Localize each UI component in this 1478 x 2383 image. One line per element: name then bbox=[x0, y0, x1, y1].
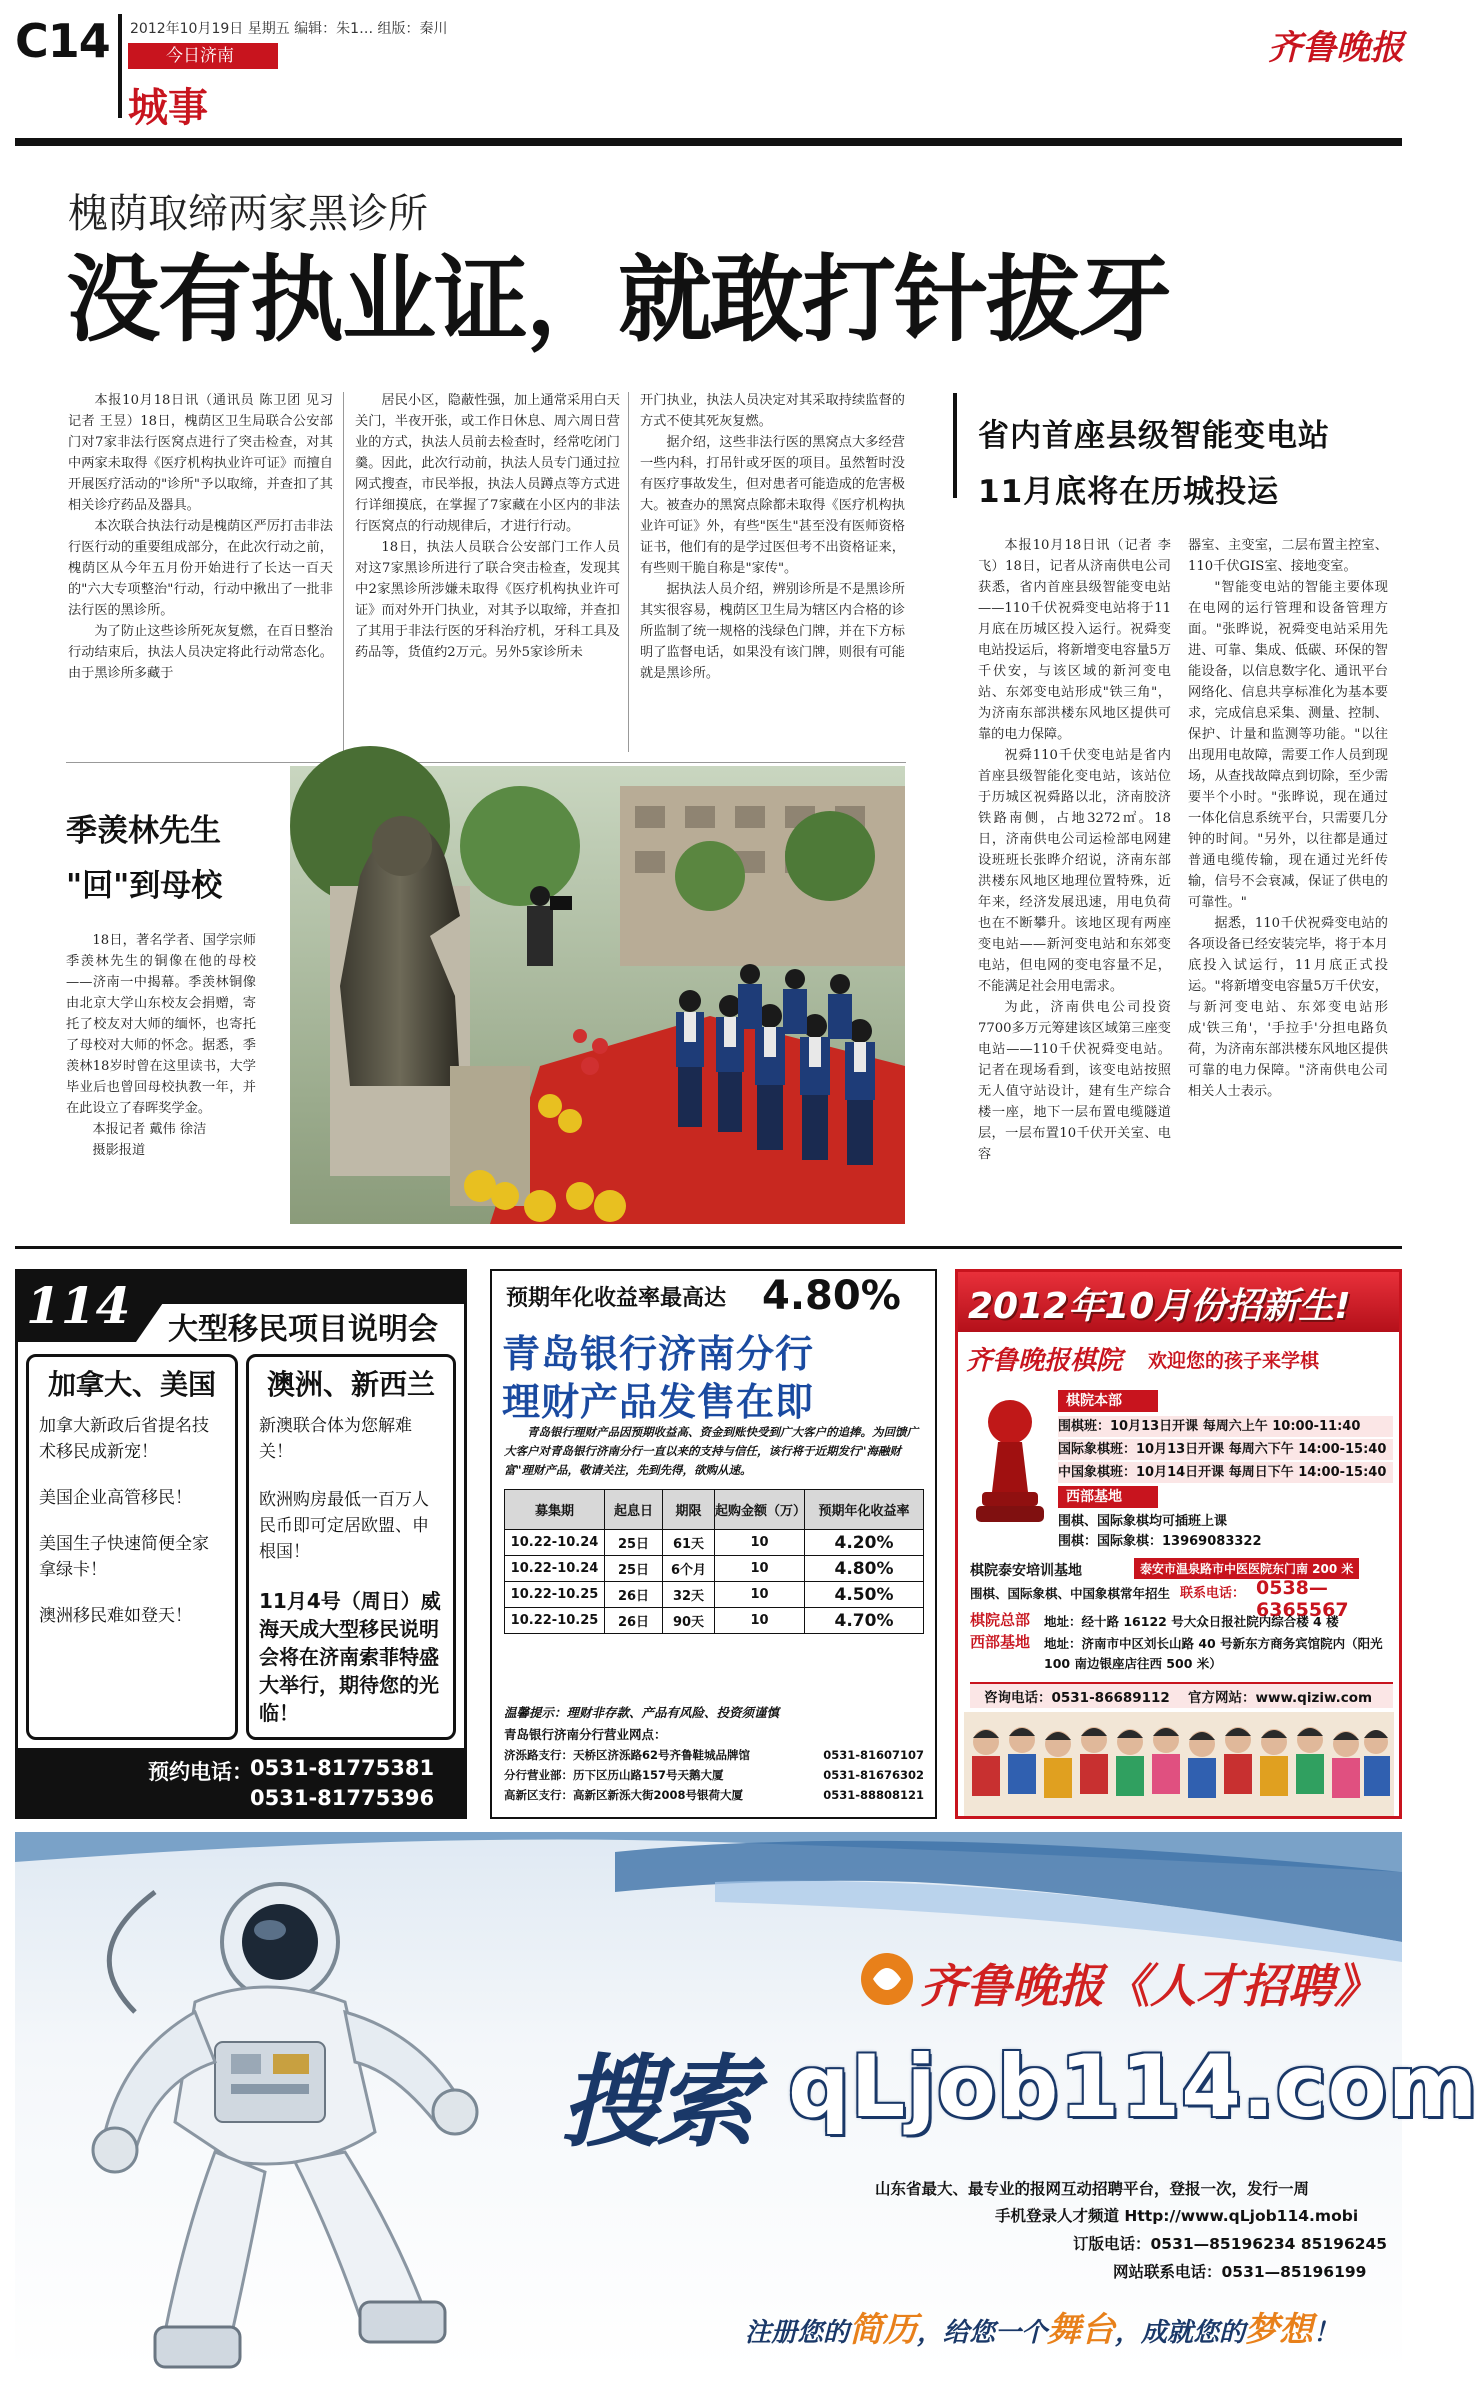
table-header: 期限 bbox=[663, 1490, 715, 1530]
section-tag: 今日济南 bbox=[128, 43, 278, 69]
branch-phone[interactable]: 0531-81607107 bbox=[823, 1748, 924, 1762]
table-cell: 10.22-10.24 bbox=[505, 1556, 605, 1582]
banner-tagline: 山东省最大、最专业的报网互动招聘平台，登报一次，发行一周 bbox=[875, 2180, 1310, 2198]
table-cell: 10 bbox=[715, 1556, 805, 1582]
yield-value: 4.80% bbox=[762, 1273, 901, 1319]
table-header: 募集期 bbox=[505, 1490, 605, 1530]
chess-taian-phone-label: 联系电话： bbox=[1180, 1586, 1246, 1601]
table-cell: 6个月 bbox=[663, 1556, 715, 1582]
header-rule bbox=[15, 138, 1402, 146]
ad-phone-label: 预约电话： bbox=[148, 1760, 253, 1784]
branch-phone[interactable]: 0531-81676302 bbox=[823, 1768, 924, 1782]
paragraph: 器室、主变室，二层布置主控室、110千伏GIS室、接地变室。 bbox=[1188, 538, 1388, 574]
substation-headline-1: 省内首座县级智能变电站 bbox=[978, 418, 1330, 454]
table-header: 预期年化收益率 bbox=[805, 1490, 924, 1530]
table-row bbox=[505, 1582, 924, 1608]
table-cell: 61天 bbox=[663, 1530, 715, 1556]
slogan-part: ！ bbox=[1313, 2318, 1340, 2348]
table-row bbox=[505, 1556, 924, 1582]
list-item bbox=[504, 1765, 924, 1785]
chess-taian-label: 棋院泰安培训基地 bbox=[970, 1563, 1082, 1579]
ad-left-item: 澳洲移民难如登天！ bbox=[39, 1606, 192, 1626]
paragraph: 本报10月18日讯（记者 李飞）18日，记者从济南供电公司获悉，省内首座县级智能变电站——110千伏祝舜变电站将于11月底在历城区投入运行。祝舜变电站投运后，将新增变电容量5万千伏安，与该区域的新河变电站、东郊变电站形成"铁三角"，为济南东部洪楼东风地区提供可靠的电力保障。 bbox=[978, 538, 1172, 742]
column-divider bbox=[628, 392, 629, 752]
chess-west-line-2: 围棋：国际象棋：13969083322 bbox=[1058, 1534, 1262, 1549]
table-cell: 4.20% bbox=[805, 1530, 924, 1556]
substation-title-bar bbox=[953, 393, 957, 498]
paragraph: 居民小区，隐蔽性强，加上通常采用白天关门，半夜开张，或工作日休息、周六周日营业的方式，执法人员前去检查时，经常吃闭门羹。因此，此次行动前，执法人员专门通过拉网式搜查，市民举报，执法人员蹲点等方式进行详细摸底，在掌握了7家藏在小区内的非法行医窝点的行动规律后，才进行行动。 bbox=[355, 393, 620, 534]
slogan-part: ，给您一个 bbox=[917, 2318, 1048, 2348]
issue-meta: 2012年10月19日 星期五 编辑：朱1… 组版：秦川 bbox=[130, 21, 448, 37]
chess-class-list bbox=[1058, 1416, 1393, 1483]
bank-ad[interactable] bbox=[490, 1269, 937, 1819]
ad-right-item: 欧洲购房最低一百万人民币即可定居欧盟、申根国！ bbox=[259, 1490, 429, 1562]
ad-left-item: 美国生子快速简便全家拿绿卡！ bbox=[39, 1534, 209, 1580]
banner-order-phone[interactable]: 订版电话：0531—85196234 85196245 bbox=[1073, 2235, 1388, 2253]
list-item bbox=[504, 1785, 924, 1805]
header-divider bbox=[118, 14, 122, 118]
bank-product-table bbox=[504, 1489, 924, 1634]
bank-branch-list bbox=[504, 1745, 924, 1805]
table-header: 起息日 bbox=[605, 1490, 663, 1530]
table-cell: 10 bbox=[715, 1530, 805, 1556]
table-row bbox=[505, 1608, 924, 1634]
substation-column-1 bbox=[978, 535, 1171, 1235]
list-item bbox=[504, 1745, 924, 1765]
paragraph: 18日，著名学者、国学宗师季羡林先生的铜像在他的母校——济南一中揭幕。季羡林铜像由北京大学山东校友会捐赠，寄托了校友对大师的缅怀，也寄托了母校对大师的怀念。据悉，季羡林18岁时曾在这里读书，大学毕业后也曾回母校执教一年，并在此设立了春晖奖学金。 bbox=[66, 933, 256, 1116]
branch-phone[interactable]: 0531-88808121 bbox=[823, 1788, 924, 1802]
chess-taian-address: 泰安市温泉路市中医医院东门南 200 米 bbox=[1134, 1558, 1359, 1579]
table-cell: 25日 bbox=[605, 1556, 663, 1582]
table-cell: 10.22-10.25 bbox=[505, 1582, 605, 1608]
banner-brand: 齐鲁晚报《人才招聘》 bbox=[920, 1959, 1380, 2013]
chess-ad-title: 2012年10月份招新生! bbox=[968, 1286, 1351, 1327]
photo-credit: 本报记者 戴伟 徐洁 bbox=[92, 1122, 207, 1137]
slogan-highlight: 简历 bbox=[849, 2310, 918, 2350]
table-cell: 90天 bbox=[663, 1608, 715, 1634]
table-cell: 4.70% bbox=[805, 1608, 924, 1634]
ad-phone-2[interactable]: 0531-81775396 bbox=[250, 1786, 435, 1810]
branch-address: 高新区支行：高新区新泺大街2008号银荷大厦 bbox=[504, 1788, 744, 1802]
bank-intro: 青岛银行理财产品因预期收益高、资金到账快受到广大客户的追捧。为回馈广大客户对青岛银行济南分行一直以来的支持与信任，该行将于近期发行"海融财富"理财产品，敬请关注，先到先得，欲购从速。 bbox=[504, 1425, 918, 1477]
chess-west-addr-label: 西部基地 bbox=[970, 1633, 1031, 1651]
chess-taian-phone[interactable]: 0538—6365567 bbox=[1256, 1577, 1349, 1621]
chess-ad-brand: 齐鲁晚报棋院 bbox=[966, 1346, 1123, 1376]
students-photo-strip bbox=[964, 1712, 1394, 1816]
section-divider bbox=[66, 762, 906, 763]
banner-slogan bbox=[745, 2302, 1339, 2351]
ad-title: 大型移民项目说明会 bbox=[168, 1312, 438, 1347]
paragraph: 开门执业，执法人员决定对其采取持续监督的方式不使其死灰复燃。 bbox=[640, 393, 905, 429]
paragraph: "智能变电站的智能主要体现在电网的运行管理和设备管理方面。"张晔说，祝舜变电站采用先进、可靠、集成、低碳、环保的智能设备，以信息数字化、通讯平台网络化、信息共享标准化为基本要求，完成信息采集、测量、控制、保护、计量和监测等功能。"以往出现用电故障，需要工作人员到现场，从查找故障点到切除，至少需要半个小时。"张晔说，现在通过一体化信息系统平台，只需要几分钟的时间。"另外，以往都是通过普通电缆传输，现在通过光纤传输，信号不会衰减，保证了供电的可靠性。" bbox=[1188, 580, 1388, 910]
bank-title-2: 理财产品发售在即 bbox=[502, 1380, 815, 1424]
table-cell: 10 bbox=[715, 1608, 805, 1634]
bank-risk-notice: 温馨提示：理财非存款、产品有风险、投资须谨慎 bbox=[504, 1705, 780, 1720]
chess-pawn-icon bbox=[970, 1392, 1050, 1532]
slogan-part: 注册您的 bbox=[745, 2318, 850, 2348]
photo-illustration bbox=[290, 766, 905, 1224]
slogan-highlight: 梦想 bbox=[1245, 2310, 1314, 2350]
ad-right-item: 新澳联合体为您解难关！ bbox=[259, 1416, 412, 1462]
paragraph: 18日，执法人员联合公安部门工作人员对这7家黑诊所进行了联合突击检查，发现其中2家黑诊所涉嫌未取得《医疗机构执业许可证》而对外开门执业，对其予以取缔，并查扣了其用于非法行医的牙科治疗机，牙科工具及药品等，货值约2万元。另外5家诊所未 bbox=[355, 540, 620, 660]
photo-credit: 摄影报道 bbox=[92, 1143, 146, 1158]
chess-west-label: 西部基地 bbox=[1058, 1486, 1158, 1508]
list-item: 围棋班：10月13日开课 每周六上午 10:00-11:40 bbox=[1058, 1416, 1393, 1437]
paragraph: 本次联合执法行动是槐荫区严厉打击非法行医行动的重要组成部分，在此次行动之前，槐荫区从今年五月份开始进行了长达一百天的"六大专项整治"行动，行动中揪出了一批非法行医的黑诊所。 bbox=[68, 519, 333, 618]
ad-left-heading: 加拿大、美国 bbox=[47, 1368, 216, 1401]
table-header: 起购金额（万） bbox=[715, 1490, 805, 1530]
substation-column-2 bbox=[1188, 535, 1388, 1235]
list-item: 国际象棋班：10月13日开课 每周六下午 14:00-15:40 bbox=[1058, 1439, 1393, 1460]
banner-mobile-site[interactable]: 手机登录人才频道 Http://www.qLjob114.mobi bbox=[995, 2207, 1359, 2225]
chess-ad-slogan: 欢迎您的孩子来学棋 bbox=[1148, 1350, 1320, 1372]
ad-right-item: 11月4号（周日）威海天成大型移民说明会将在济南索菲特盛大举行，期待您的光临！ bbox=[259, 1589, 441, 1725]
table-cell: 26日 bbox=[605, 1608, 663, 1634]
main-article-column-2 bbox=[355, 390, 620, 760]
chess-hq-label: 棋院本部 bbox=[1058, 1390, 1158, 1412]
chess-academy-ad[interactable] bbox=[955, 1269, 1402, 1819]
ad-left-item: 加拿大新政后省提名技术移民成新宠！ bbox=[39, 1416, 209, 1462]
ad-right-box bbox=[246, 1354, 456, 1740]
ad-phone-1[interactable]: 0531-81775381 bbox=[250, 1756, 435, 1780]
chess-hq-address: 地址：经十路 16122 号大众日报社院内综合楼 4 楼 bbox=[1044, 1614, 1339, 1629]
bank-title-1: 青岛银行济南分行 bbox=[502, 1332, 815, 1376]
yield-line: 预期年化收益率最高达 bbox=[506, 1286, 727, 1311]
bank-branches-title: 青岛银行济南分行营业网点： bbox=[504, 1727, 667, 1742]
statue-ceremony-photo bbox=[290, 766, 905, 1224]
column-divider bbox=[343, 392, 344, 752]
photo-story-title-2: "回"到母校 bbox=[66, 868, 223, 904]
table-cell: 32天 bbox=[663, 1582, 715, 1608]
ad-left-box bbox=[26, 1354, 238, 1740]
table-cell: 4.80% bbox=[805, 1556, 924, 1582]
photo-story-body bbox=[66, 930, 256, 1200]
table-cell: 4.50% bbox=[805, 1582, 924, 1608]
paragraph: 为此，济南供电公司投资7700多万元筹建该区域第三座变电站——110千伏祝舜变电站。记者在现场看到，该变电站按照无人值守站设计，建有生产综合楼一座，地下一层布置电缆隧道层，一层布置10千伏开关室、电容 bbox=[978, 1000, 1171, 1162]
newspaper-logo: 齐鲁晚报 bbox=[1268, 28, 1404, 68]
paragraph: 据悉，110千伏祝舜变电站的各项设备已经安装完毕，将于本月底投入试运行，11月底正式投运。"将新增变电容量5万千伏安，与新河变电站、东郊变电站形成'铁三角'，'手拉手'分担电路负荷，为济南东部洪楼东风地区提供可靠的电力保障。"济南供电公司相关人士表示。 bbox=[1188, 916, 1388, 1099]
ad-left-item: 美国企业高管移民！ bbox=[39, 1488, 192, 1508]
main-article-column-3 bbox=[640, 390, 905, 760]
paragraph: 本报10月18日讯（通讯员 陈卫团 见习记者 王昱）18日，槐荫区卫生局联合公安部门对7家非法行医窝点进行了突击检查，对其中两家未取得《医疗机构执业许可证》而擅自开展医疗活动的"诊所"予以取缔，并查扣了其相关诊疗药品及器具。 bbox=[68, 393, 333, 513]
main-article-column-1 bbox=[68, 390, 333, 760]
immigration-ad[interactable] bbox=[15, 1269, 467, 1819]
banner-url[interactable]: qLjob114.com bbox=[788, 2037, 1478, 2137]
ad-right-heading: 澳洲、新西兰 bbox=[266, 1368, 435, 1401]
chess-west-line-1: 围棋、国际象棋均可插班上课 bbox=[1058, 1514, 1228, 1529]
paragraph: 据介绍，这些非法行医的黑窝点大多经营一些内科，打吊针或牙医的项目。虽然暂时没有医疗事故发生，但对患者可能造成的危害极大。被查办的黑窝点除都未取得《医疗机构执业许可证》外，有些"医生"甚至没有医师资格证书，他们有的是学过医但考不出资格证来，有些则干脆自称是"家传"。 bbox=[640, 435, 905, 576]
main-article-headline: 没有执业证，就敢打针拔牙 bbox=[66, 246, 1171, 355]
ad-badge: 114 bbox=[26, 1276, 131, 1335]
page-number: C14 bbox=[15, 14, 110, 68]
table-cell: 26日 bbox=[605, 1582, 663, 1608]
paragraph: 据执法人员介绍，辨别诊所是不是黑诊所其实很容易，槐荫区卫生局为辖区内合格的诊所监制了统一规格的浅绿色门牌，并在下方标明了监督电话，如果没有该门牌，则很有可能就是黑诊所。 bbox=[640, 582, 905, 681]
list-item: 中国象棋班：10月14日开课 每周日下午 14:00-15:40 bbox=[1058, 1462, 1393, 1483]
job-recruitment-banner[interactable] bbox=[15, 1832, 1478, 2372]
table-cell: 10 bbox=[715, 1582, 805, 1608]
chess-consult-phone[interactable]: 咨询电话：0531-86689112 bbox=[984, 1690, 1170, 1706]
chess-taian-subjects: 围棋、国际象棋、中国象棋常年招生 bbox=[970, 1586, 1171, 1601]
banner-search-chars: 搜索 bbox=[560, 2043, 752, 2161]
slogan-highlight: 舞台 bbox=[1047, 2310, 1116, 2350]
table-header-row bbox=[505, 1490, 924, 1530]
main-article-subtitle: 槐荫取缔两家黑诊所 bbox=[68, 191, 428, 237]
paragraph: 祝舜110千伏变电站是省内首座县级智能化变电站，该站位于历城区祝舜路以北，济南胶济铁路南侧，占地3272㎡。18日，济南供电公司运检部电网建设班班长张晔介绍说，济南东部洪楼东风地区地理位置特殊，近年来，经济发展迅速，用电负荷也在不断攀升。该地区现有两座变电站——新河变电站和东郊变电站，但电网的变电容量不足，不能满足社会用电需求。 bbox=[978, 748, 1171, 994]
chess-website[interactable]: 官方网站：www.qiziw.com bbox=[1188, 1690, 1373, 1706]
chess-west-address: 地址：济南市中区刘长山路 40 号新东方商务宾馆院内（阳光 100 南边银座店往西 500 米） bbox=[1044, 1636, 1383, 1671]
branch-address: 济泺路支行：天桥区济泺路62号齐鲁鞋城品牌馆 bbox=[504, 1748, 751, 1762]
banner-site-phone[interactable]: 网站联系电话：0531—85196199 bbox=[1113, 2263, 1367, 2281]
table-row bbox=[505, 1530, 924, 1556]
table-cell: 10.22-10.25 bbox=[505, 1608, 605, 1634]
substation-headline-2: 11月底将在历城投运 bbox=[978, 474, 1280, 510]
table-cell: 25日 bbox=[605, 1530, 663, 1556]
column-title: 城事 bbox=[128, 85, 208, 131]
branch-address: 分行营业部：历下区历山路157号天鹅大厦 bbox=[504, 1768, 724, 1782]
table-cell: 10.22-10.24 bbox=[505, 1530, 605, 1556]
photo-story-title-1: 季羡林先生 bbox=[66, 813, 221, 849]
slogan-part: ，成就您的 bbox=[1115, 2318, 1246, 2348]
paragraph: 为了防止这些诊所死灰复燃，在百日整治行动结束后，执法人员决定将此行动常态化。由于黑诊所多藏于 bbox=[68, 624, 333, 681]
chess-hq-addr-label: 棋院总部 bbox=[970, 1611, 1031, 1629]
ads-divider bbox=[15, 1246, 1402, 1249]
